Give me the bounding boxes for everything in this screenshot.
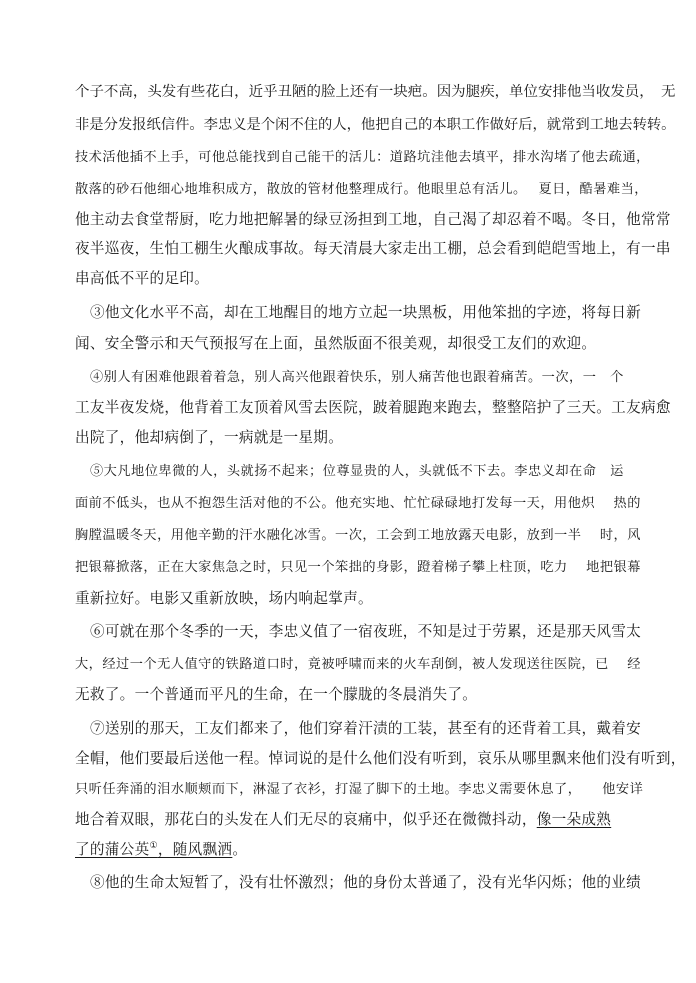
text-line: 大，经过一个无人值守的铁路道口时，竟被呼啸而来的火车刮倒，被人发现送往医院，已 经	[75, 657, 641, 672]
paragraph-7-line: ⑦送别的那天，工友们都来了，他们穿着汗渍的工装，甚至有的还背着工具，戴着安	[90, 720, 642, 737]
text-line	[75, 811, 611, 829]
text-line: 全帽，他们要最后送他一程。悼词说的是什么他们没有听到，哀乐从哪里飘来他们没有听到，	[75, 750, 686, 767]
paragraph-4-line: ④别人有困难他跟着着急，别人高兴他跟着快乐，别人痛苦他也跟着痛苦。一次，一 个	[90, 370, 624, 385]
paragraph-6-line: ⑥可就在那个冬季的一天，李忠义值了一宿夜班，不知是过于劳累，还是那天风雪太	[90, 623, 642, 640]
text-line: 面前不低头，也从不抱怨生活对他的不公。他充实地、忙忙碌碌地打发每一天，用他炽 热的	[75, 496, 641, 511]
underlined-phrase	[75, 841, 232, 858]
paragraph-5-line: ⑤大凡地位卑微的人，头就扬不起来；位尊显贵的人，头就低不下去。李忠义却在命 运	[90, 464, 624, 479]
paragraph-8-line: ⑧他的生命太短暂了，没有壮怀激烈；他的身份太普通了，没有光华闪烁；他的业绩	[90, 874, 642, 891]
text-line: 只听任奔涌的泪水顺颊而下，淋湿了衣衫，打湿了脚下的土地。李忠义需要休息了， 他安详	[75, 782, 644, 797]
text-line: 夜半巡夜，生怕工棚生火酿成事故。每天清晨大家走出工棚，总会看到皑皑雪地上，有一串	[75, 240, 671, 257]
text-line: 无救了。一个普通而平凡的生命，在一个朦胧的冬晨消失了。	[75, 686, 478, 703]
text-line: 个子不高，头发有些花白，近乎丑陋的脸上还有一块疤。因为腿疾，单位安排他当收发员， 无	[75, 84, 676, 100]
underlined-phrase: 像一朵成熟	[536, 811, 612, 828]
text-run: 。	[232, 841, 248, 858]
text-line: 散落的砂石他细心地堆积成方，散放的管材他整理成行。他眼里总有活儿。 夏日，酷暑难当，	[75, 182, 648, 197]
underlined-text: 了的蒲公英	[75, 841, 150, 858]
text-line: 重新拉好。电影又重新放映，场内响起掌声。	[75, 590, 373, 607]
text-line	[75, 841, 247, 859]
text-line: 工友半夜发烧，他背着工友顶着风雪去医院，跛着腿跑来跑去，整整陪护了三天。工友病愈	[75, 399, 671, 416]
footnote-marker: ①	[149, 841, 158, 852]
text-line: 出院了，他却病倒了，一病就是一星期。	[75, 429, 344, 446]
underlined-text: ，随风飘洒	[157, 841, 233, 858]
text-line: 技术活他插不上手，可他总能找到自己能干的活儿：道路坑洼他去填平，排水沟堵了他去疏通，	[75, 150, 650, 165]
text-line: 闻、安全警示和天气预报写在上面，虽然版面不很美观，却很受工友们的欢迎。	[75, 335, 597, 352]
text-line: 把银幕掀落，正在大家焦急之时，只见一个笨拙的身影，蹬着梯子攀上柱顶，吃力 地把银幕	[75, 560, 641, 575]
text-run: 地合着双眼，那花白的头发在人们无尽的哀痛中，似乎还在微微抖动，	[75, 811, 537, 828]
text-line: 非是分发报纸信件。李忠义是个闲不住的人，他把自己的本职工作做好后，就常到工地去转转。	[75, 117, 676, 133]
paragraph-3-line: ③他文化水平不高，却在工地醒目的地方立起一块黑板，用他笨拙的字迹，将每日新	[90, 304, 642, 321]
text-line: 他主动去食堂帮厨，吃力地把解暑的绿豆汤担到工地，自己渴了却忍着不喝。冬日，他常常	[75, 211, 671, 228]
text-line: 串高低不平的足印。	[75, 270, 210, 287]
text-line: 胸膛温暖冬天，用他辛勤的汗水融化冰雪。一次，工会到工地放露天电影，放到一半 时，风	[75, 528, 641, 543]
